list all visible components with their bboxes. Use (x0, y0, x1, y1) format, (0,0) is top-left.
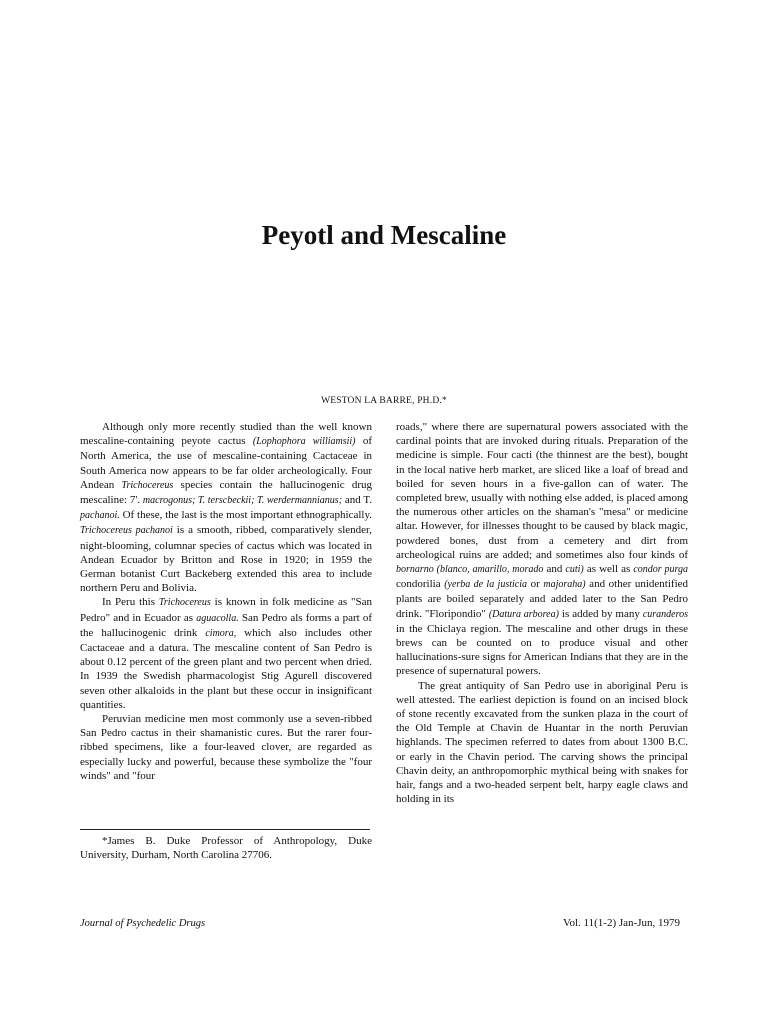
italic-term: bornarno (blanco, amarillo, morado (396, 564, 544, 576)
volume-info: Vol. 11(1-2) Jan-Jun, 1979 (562, 917, 680, 929)
paragraph: The great antiquity of San Pedro use in aboriginal Peru is well attested. The earliest depiction is found on an incised block of stone recently excavated from the sunken plaza in the court of the Old Temple at Chavin de Huantar in the north Peruvian highlands. The specimen referred to dates from about 1300 B.C. or early in the Chavin period. The carving shows the principal Chavin deity, an anthropomorphic mythical being with snakes for hair, fangs and a two-headed serpent belt, harpy eagle claws and holding in its (396, 679, 688, 806)
italic-term: aguacolla. (196, 612, 239, 624)
paragraph: Peruvian medicine men most commonly use a seven-ribbed San Pedro cactus in their shamanistic cures. But the rarer four-ribbed specimens, like a four-leaved clover, are regarded as especially lucky and powerful, because these symbolize the "four winds" and "four (80, 713, 372, 782)
left-column (80, 420, 372, 783)
italic-term: pachanoi. (80, 510, 120, 522)
italic-term: majoraha) (543, 579, 586, 591)
right-column (396, 420, 688, 806)
italic-term: macrogonus; T. terscbeckii; T. werdermannianus; (142, 495, 343, 507)
italic-term: Trichocereus pachanoi (80, 525, 173, 537)
italic-term: (Datura arborea) (488, 608, 559, 620)
italic-term: condor purga (633, 564, 689, 576)
italic-term: Trichocereus (121, 479, 174, 491)
journal-name: Journal of Psychedelic Drugs (80, 918, 206, 929)
italic-term: cimora, (205, 627, 237, 639)
paragraph: roads," where there are supernatural powers associated with the cardinal points that are invoked during rituals. Preparation of the medicine is simple. Four cacti (the thinnest are the best), bought in the local native herb market, are sliced like a loaf of bread and boiled for seven hours in a five-gallon can of water. The completed brew, usually with nothing else added, is placed among the numerous other articles on the shaman's "mesa" or medicine altar. However, for illnesses thought to be caused by black magic, powdered bones, dust from a cemetery and dirt from archeological ruins are added; and sometimes also four kinds of bornarno (blanco, amarillo, morado and cuti) as well as condor purga condorilia (yerba de la justicia or majoraha) and other unidentified plants are boiled separately and added later to the San Pedro drink. "Floripondio" (Datura arborea) is added by many curanderos in the Chiclaya region. The mescaline and other drugs in these brews can be counted on to produce visual and other hallucinations-sure signs for American Indians that they are in the presence of supernatural powers. (396, 421, 689, 678)
author-byline: WESTON LA BARRE, PH.D.* (321, 396, 447, 406)
italic-term: (Lophophora williamsii) (252, 436, 356, 448)
italic-term: Trichocereus (158, 597, 211, 609)
italic-term: cuti) (565, 564, 584, 576)
italic-term: curanderos (642, 608, 688, 620)
paragraph: In Peru this Trichocereus is known in folk medicine as "San Pedro" and in Ecuador as aguacolla. San Pedro als forms a part of the hallucinogenic drink cimora, which also includes other Cactaceae and a datura. The mescaline content of San Pedro is about 0.12 percent of the green plant and two percent when dried. In 1939 the Swedish pharmacologist Stig Agurell discovered seven other alkaloids in the plant but these occur in insignificant quantities. (80, 596, 372, 711)
paragraph: Although only more recently studied than the well known mescaline-containing peyote cactus (Lophophora williamsii) of North America, the use of mescaline-containing Cactaceae in South America now appears to be far older archeologically. Four Andean Trichocereus species contain the hallucinogenic drug mescaline: 7'. macrogonus; T. terscbeckii; T. werdermannianus; and T. pachanoi. Of these, the last is the most important ethnographically. Trichocereus pachanoi is a smooth, ribbed, comparatively slender, night-blooming, columnar species of cactus which was located in Andean Ecuador by Britton and Rose in 1920; in 1959 the German botanist Curt Backeberg extended this area to include northern Peru and Bolivia. (80, 421, 372, 595)
footnote: *James B. Duke Professor of Anthropology, Duke University, Durham, North Carolina 27706. (80, 835, 372, 862)
article-title: Peyotl and Mescaline (261, 220, 507, 250)
italic-term: (yerba de la justicia (444, 579, 527, 591)
footnote-divider (80, 829, 370, 830)
